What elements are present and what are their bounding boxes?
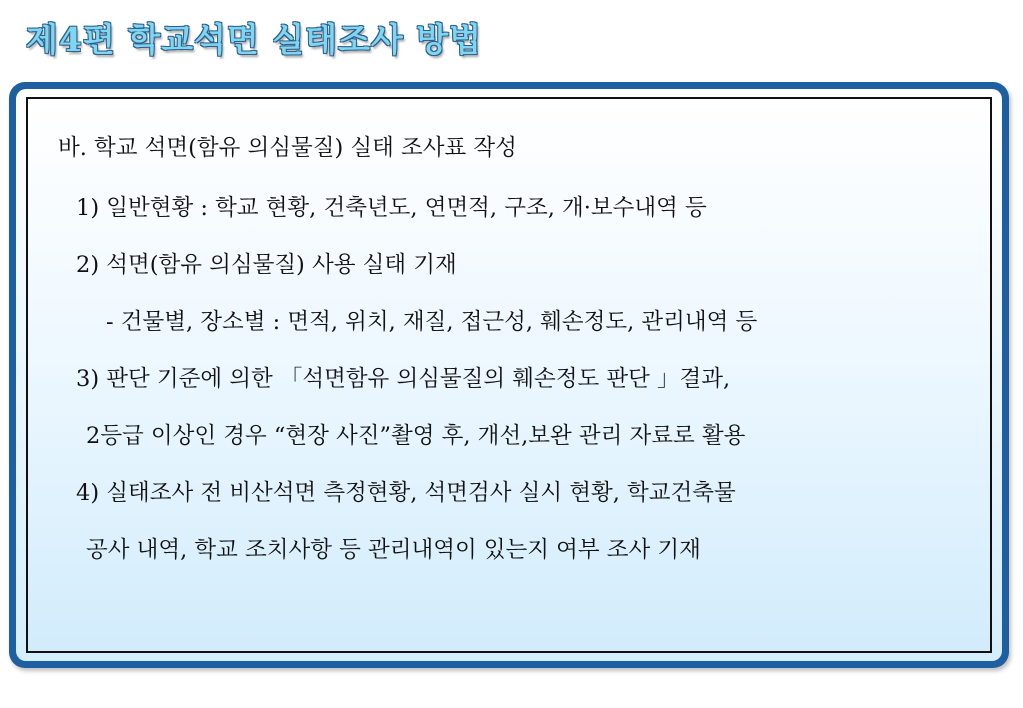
item-2-detail: - 건물별, 장소별 : 면적, 위치, 재질, 접근성, 훼손정도, 관리내역 등 xyxy=(106,309,758,335)
item-3-judgment: 3) 판단 기준에 의한 「석면함유 의심물질의 훼손정도 판단 」결과, xyxy=(76,366,731,392)
item-4-continuation: 공사 내역, 학교 조치사항 등 관리내역이 있는지 여부 조사 기재 xyxy=(86,537,701,563)
item-2-asbestos-usage: 2) 석면(함유 의심물질) 사용 실태 기재 xyxy=(76,252,457,278)
item-1-general-status: 1) 일반현황 : 학교 현황, 건축년도, 연면적, 구조, 개·보수내역 등 xyxy=(76,195,707,221)
item-3-continuation: 2등급 이상인 경우 “현장 사진”촬영 후, 개선,보완 관리 자료로 활용 xyxy=(86,423,746,449)
content-frame xyxy=(9,82,1009,668)
content-frame-inner xyxy=(16,89,1002,661)
slide-title: 제4편 학교석면 실태조사 방법 xyxy=(26,20,482,59)
content-box xyxy=(26,97,992,653)
section-heading: 바. 학교 석면(함유 의심물질) 실태 조사표 작성 xyxy=(58,135,517,161)
item-4-prior-survey: 4) 실태조사 전 비산석면 측정현황, 석면검사 실시 현황, 학교건축물 xyxy=(76,480,736,506)
